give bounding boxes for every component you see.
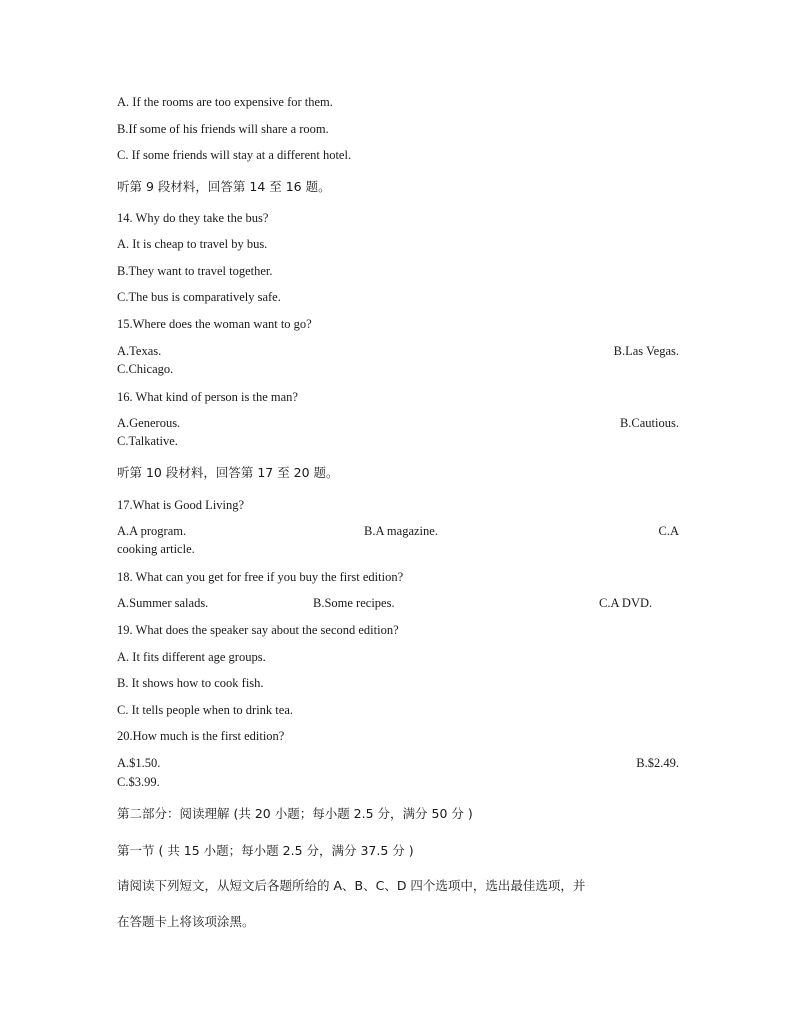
option-18a: A.Summer salads. — [117, 596, 209, 610]
option-19c: C. It tells people when to drink tea. — [117, 703, 294, 717]
option-18b: B.Some recipes. — [313, 596, 395, 610]
option-17a: A.A program. — [117, 524, 187, 538]
question-15: 15.Where does the woman want to go? — [117, 317, 312, 331]
option-17c: C.A — [658, 524, 679, 538]
question-18: 18. What can you get for free if you buy the first edition? — [117, 570, 404, 584]
option-20a: A.$1.50. — [117, 756, 161, 770]
option-14c: C.The bus is comparatively safe. — [117, 290, 281, 304]
options-15-row — [117, 342, 679, 360]
question-20: 20.How much is the first edition? — [117, 729, 285, 743]
option-16a: A.Generous. — [117, 416, 181, 430]
options-17-row — [117, 522, 679, 540]
instruction-line-1: 请阅读下列短文，从短文后各题所给的 A、B、C、D 四个选项中，选出最佳选项，并 — [117, 878, 586, 893]
option-20b: B.$2.49. — [636, 756, 679, 770]
option-19b: B. It shows how to cook fish. — [117, 676, 264, 690]
options-16-row — [117, 414, 679, 432]
instruction-line-2: 在答题卡上将该项涂黑。 — [117, 914, 255, 929]
question-14: 14. Why do they take the bus? — [117, 211, 269, 225]
option-14b: B.They want to travel together. — [117, 264, 273, 278]
option-16c: C.Talkative. — [117, 434, 178, 448]
option-14a: A. It is cheap to travel by bus. — [117, 237, 268, 251]
part-two-heading: 第二部分：阅读理解 (共 20 小题；每小题 2.5 分，满分 50 分 ) — [117, 806, 473, 821]
option-17b: B.A magazine. — [364, 524, 438, 538]
option-15b: B.Las Vegas. — [613, 344, 679, 358]
option-13a: A. If the rooms are too expensive for them. — [117, 95, 333, 109]
option-13b: B.If some of his friends will share a room. — [117, 122, 329, 136]
options-18-row — [117, 594, 679, 612]
question-19: 19. What does the speaker say about the second edition? — [117, 623, 399, 637]
section-one-heading: 第一节 ( 共 15 小题；每小题 2.5 分，满分 37.5 分 ) — [117, 843, 414, 858]
question-17: 17.What is Good Living? — [117, 498, 245, 512]
option-15a: A.Texas. — [117, 344, 162, 358]
option-16b: B.Cautious. — [619, 416, 679, 430]
option-17c-continued: cooking article. — [117, 542, 195, 556]
question-16: 16. What kind of person is the man? — [117, 390, 298, 404]
option-13c: C. If some friends will stay at a different hotel. — [117, 148, 352, 162]
section-heading-10: 听第 10 段材料，回答第 17 至 20 题。 — [117, 465, 339, 480]
section-heading-9: 听第 9 段材料，回答第 14 至 16 题。 — [117, 179, 331, 194]
options-20-row — [117, 754, 679, 772]
option-15c: C.Chicago. — [117, 362, 174, 376]
option-19a: A. It fits different age groups. — [117, 650, 266, 664]
option-20c: C.$3.99. — [117, 775, 160, 789]
option-18c: C.A DVD. — [599, 596, 653, 610]
